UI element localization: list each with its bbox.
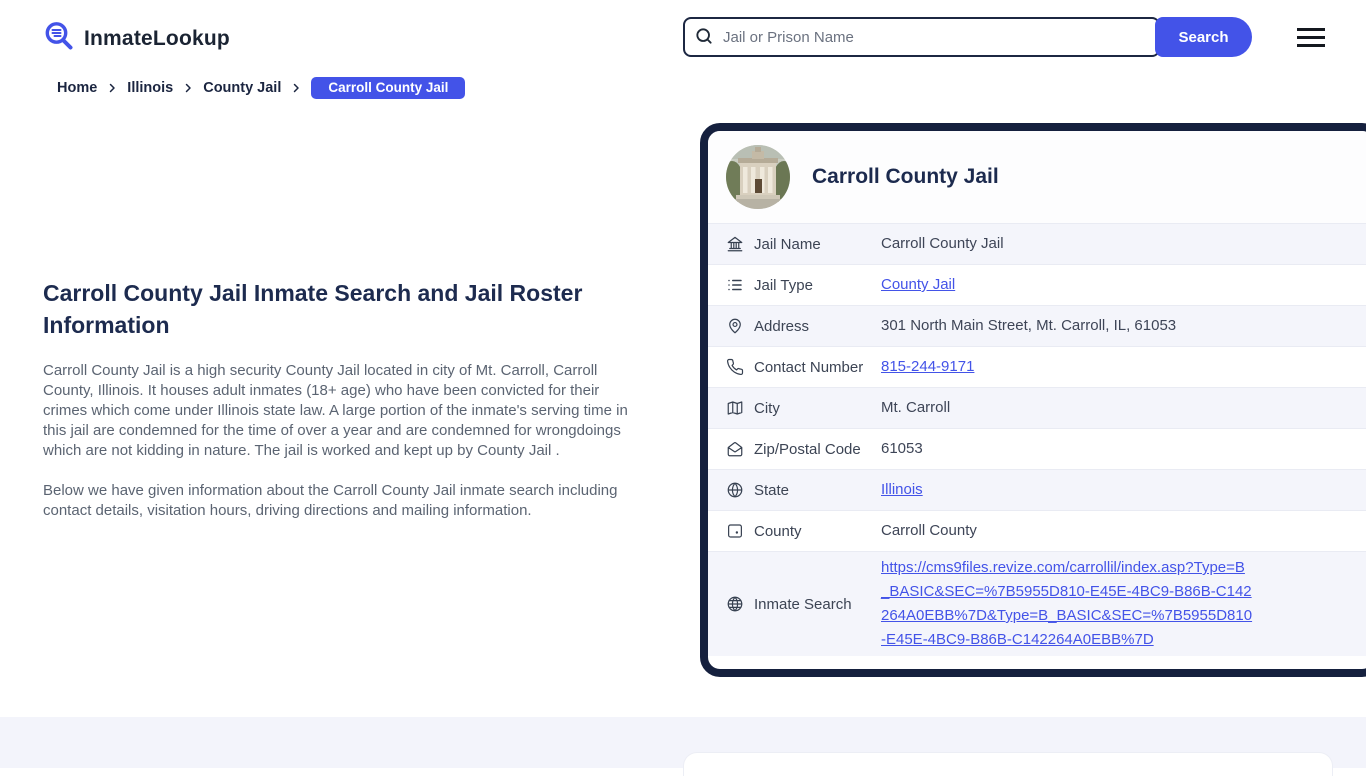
jail-info-row (708, 264, 1366, 305)
jail-info-row (708, 223, 1366, 264)
row-value: Carroll County (881, 522, 977, 539)
chevron-right-icon (182, 82, 194, 94)
search-icon (694, 26, 714, 51)
courthouse-photo (726, 145, 790, 209)
row-value-link[interactable]: https://cms9files.revize.com/carrollil/index.asp?Type=B_BASIC&SEC=%7B5955D810-E45E-4BC9-B86B-C142264A0EBB%7D&Type=B_BASIC&SEC=%7B5955D810-E45E-4BC9-B86B-C142264A0EBB%7D (881, 559, 1253, 648)
jail-card-title: Carroll County Jail (812, 165, 999, 188)
jail-info-row (708, 305, 1366, 346)
search-button[interactable]: Search (1155, 17, 1252, 57)
county-map-icon (726, 522, 744, 540)
jail-info-row (708, 551, 1366, 656)
row-label: Jail Type (754, 276, 813, 294)
jail-info-card (700, 123, 1366, 677)
row-value-link[interactable]: Illinois (881, 481, 923, 498)
row-value: 61053 (881, 440, 923, 457)
list-icon (726, 276, 744, 294)
jail-search-bar (683, 17, 1252, 57)
page-title: Carroll County Jail Inmate Search and Jail Roster Information (43, 280, 583, 338)
row-value (881, 273, 1253, 297)
breadcrumb-illinois[interactable]: Illinois (127, 80, 174, 96)
globe-pin-icon (726, 481, 744, 499)
hamburger-menu-icon[interactable] (1297, 28, 1325, 47)
next-card-peek (683, 752, 1333, 776)
map-pin-icon (726, 317, 744, 335)
brand-name: InmateLookup (84, 26, 230, 50)
breadcrumb-current-badge: Carroll County Jail (311, 77, 465, 99)
jail-info-row (708, 387, 1366, 428)
row-label: State (754, 481, 790, 499)
article-section (43, 277, 643, 521)
row-value (881, 355, 1253, 379)
row-value (881, 478, 1253, 502)
brand-logo[interactable] (43, 20, 230, 57)
globe-icon (726, 595, 744, 613)
search-input[interactable] (683, 17, 1160, 57)
jail-card-header (708, 131, 1366, 223)
row-label: Inmate Search (754, 595, 852, 613)
breadcrumb (57, 77, 465, 99)
map-icon (726, 399, 744, 417)
row-value: 301 North Main Street, Mt. Carroll, IL, 61053 (881, 317, 1177, 334)
article-paragraph: Carroll County Jail is a high security County Jail located in city of Mt. Carroll, Carroll County, Illinois. It houses adult inmates (18+ age) who have been convicted for their crimes which come under Illinois state law. A large portion of the inmate's serving time in this jail are condemned for the time of over a year and are condemned for wrongdoings which are not kidding in nature. The jail is worked and kept up by County Jail . (43, 362, 628, 459)
row-label: Jail Name (754, 235, 821, 253)
row-value-link[interactable]: County Jail (881, 276, 956, 293)
next-section-band (0, 717, 1366, 768)
jail-info-row (708, 469, 1366, 510)
mail-open-icon (726, 440, 744, 458)
chevron-right-icon (106, 82, 118, 94)
row-value: Carroll County Jail (881, 235, 1004, 252)
row-label: Contact Number (754, 358, 864, 376)
phone-icon (726, 358, 744, 376)
inmatelookup-magnifier-logo-icon (43, 20, 75, 57)
row-value (881, 556, 1253, 652)
breadcrumb-county-jail[interactable]: County Jail (203, 80, 282, 96)
landmark-icon (726, 235, 744, 253)
breadcrumb-home[interactable]: Home (57, 80, 98, 96)
jail-info-row (708, 428, 1366, 469)
row-label: Address (754, 317, 810, 335)
row-label: Zip/Postal Code (754, 440, 861, 458)
row-value: Mt. Carroll (881, 399, 951, 416)
chevron-right-icon (290, 82, 302, 94)
row-value-link[interactable]: 815-244-9171 (881, 358, 975, 375)
row-label: County (754, 522, 802, 540)
jail-info-table (708, 223, 1366, 656)
article-paragraph: Below we have given information about the Carroll County Jail inmate search including contact details, visitation hours, driving directions and mailing information. (43, 482, 618, 519)
row-label: City (754, 399, 780, 417)
jail-info-row (708, 510, 1366, 551)
jail-info-row (708, 346, 1366, 387)
